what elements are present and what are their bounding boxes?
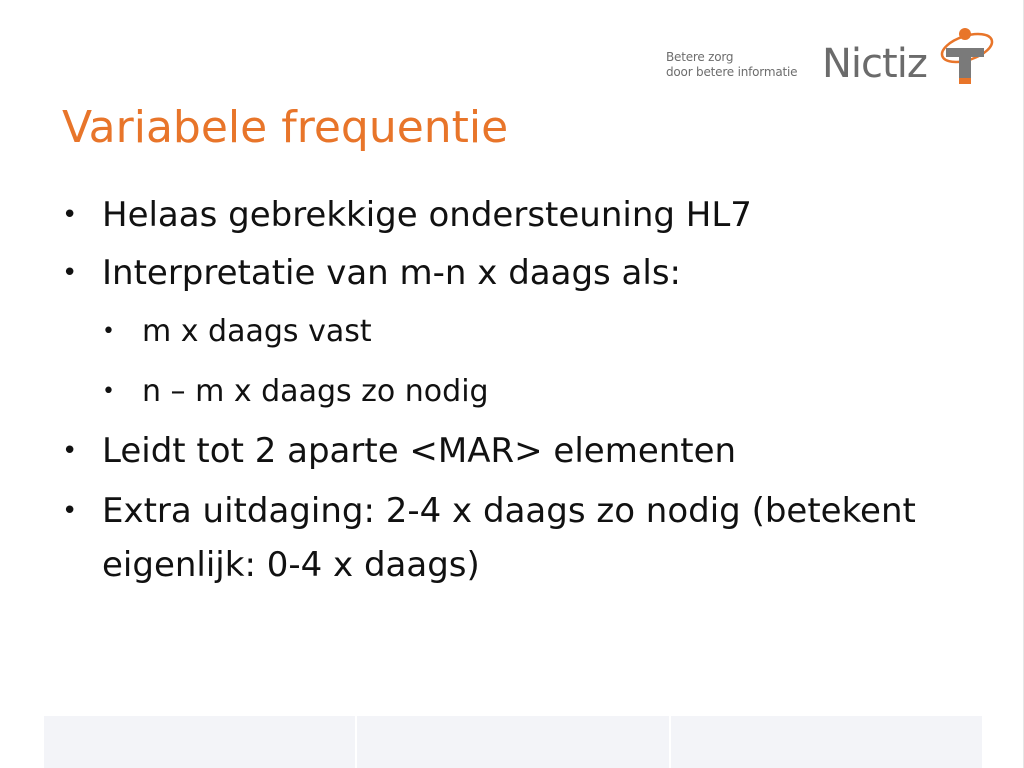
bullet-item bbox=[62, 244, 1002, 302]
footer-cell bbox=[44, 716, 357, 768]
bullet-marker: • bbox=[62, 258, 78, 288]
bullet-list bbox=[62, 186, 1002, 592]
bullet-marker: • bbox=[102, 319, 115, 344]
footer-bar bbox=[44, 716, 982, 768]
bullet-item bbox=[62, 186, 1002, 244]
bullet-text: n – m x daags zo nodig bbox=[142, 374, 489, 409]
logo-wordmark: Nictiz bbox=[822, 41, 927, 87]
slide-title: Variabele frequentie bbox=[62, 102, 509, 153]
bullet-text: m x daags vast bbox=[142, 314, 372, 349]
bullet-text: Leidt tot 2 aparte <MAR> elementen bbox=[102, 431, 737, 471]
logo-tagline-line2: door betere informatie bbox=[666, 65, 798, 79]
bullet-marker: • bbox=[62, 496, 78, 526]
bullet-marker: • bbox=[62, 436, 78, 466]
bullet-text: Helaas gebrekkige ondersteuning HL7 bbox=[102, 195, 752, 235]
sub-bullet-item bbox=[62, 362, 1002, 422]
logo-tagline-line1: Betere zorg bbox=[666, 50, 734, 64]
bullet-item bbox=[62, 484, 1002, 592]
sub-bullet-item bbox=[62, 302, 1002, 362]
bullet-marker: • bbox=[102, 379, 115, 404]
nictiz-t-logo-icon bbox=[938, 26, 996, 88]
bullet-item bbox=[62, 422, 1002, 480]
nictiz-logo bbox=[666, 26, 996, 90]
footer-cell bbox=[357, 716, 670, 768]
footer-cell bbox=[671, 716, 982, 768]
bullet-text: Extra uitdaging: 2-4 x daags zo nodig (betekent eigenlijk: 0-4 x daags) bbox=[102, 491, 916, 585]
logo-tagline bbox=[666, 50, 797, 80]
bullet-marker: • bbox=[62, 200, 78, 230]
bullet-text: Interpretatie van m-n x daags als: bbox=[102, 253, 681, 293]
